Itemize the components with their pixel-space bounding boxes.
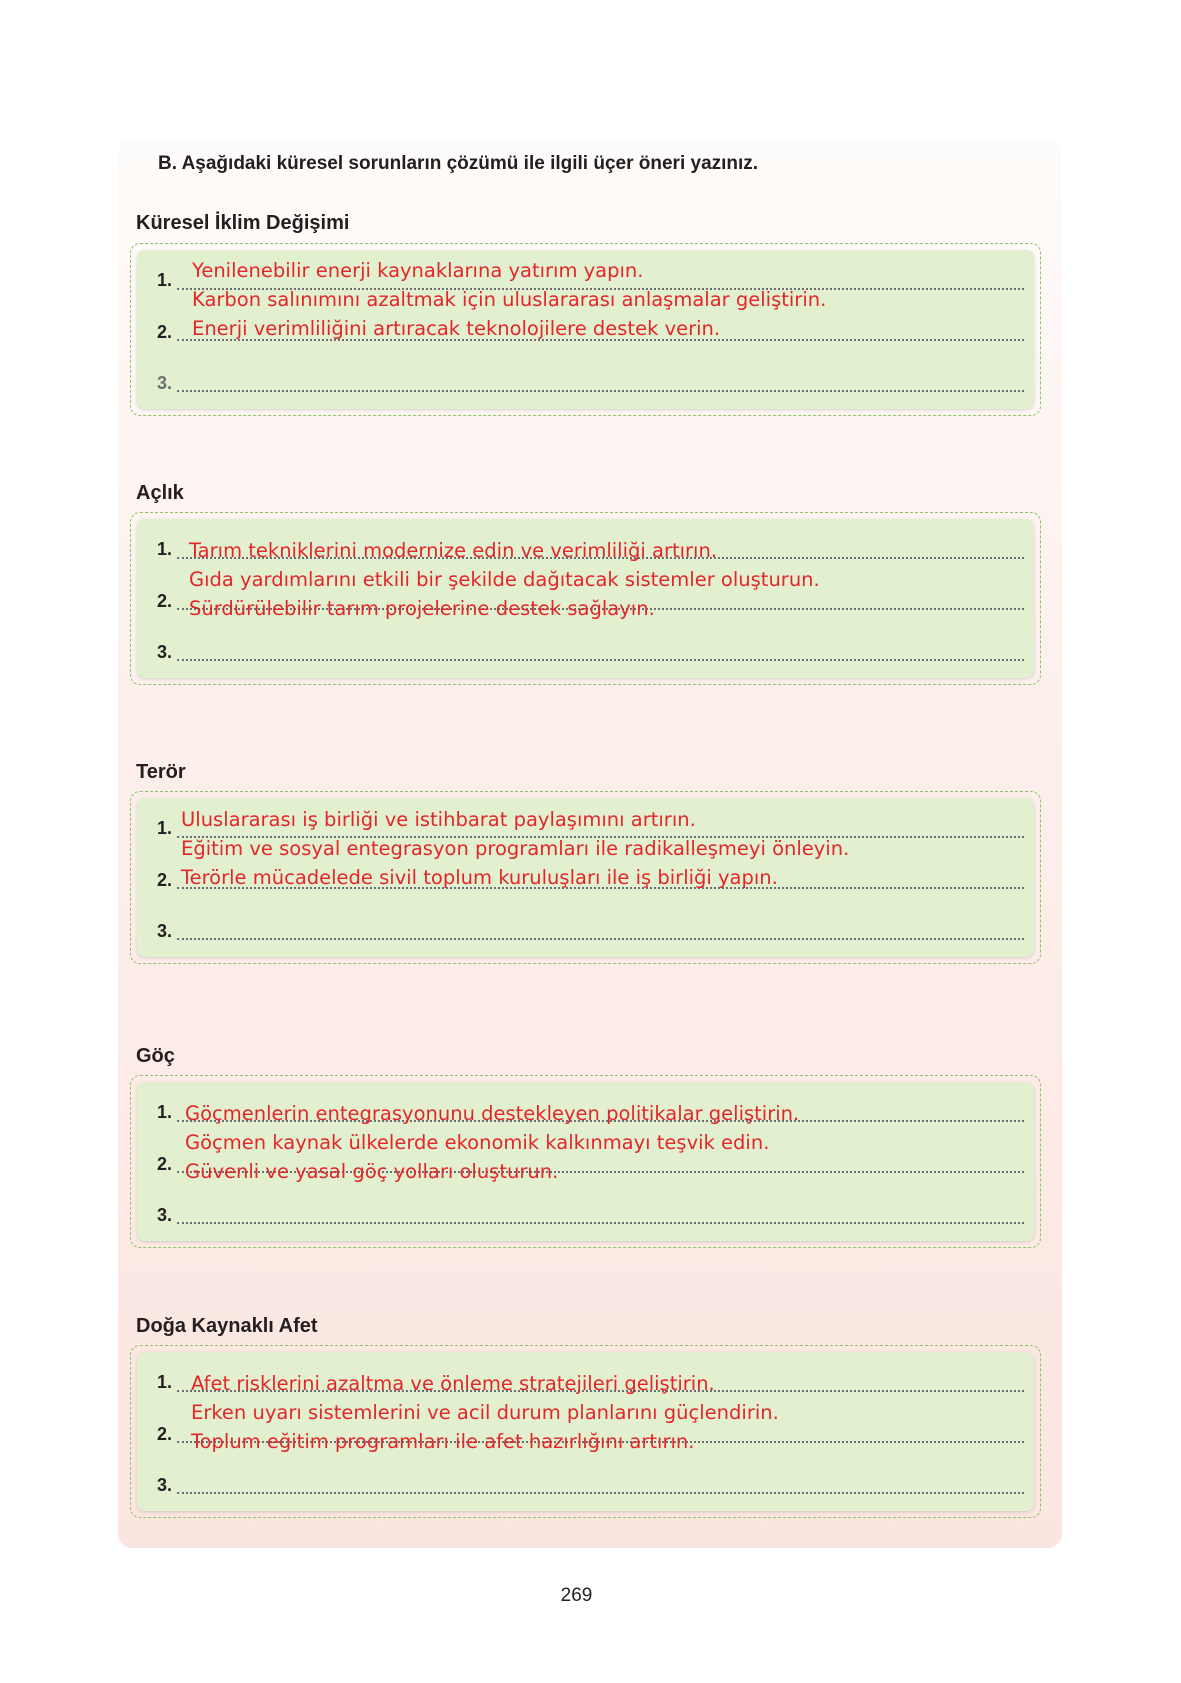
section-title-hunger: Açlık — [136, 482, 184, 504]
line-number: 2. — [157, 591, 173, 611]
answer-line-3[interactable] — [177, 659, 1024, 661]
handwritten-answer: Karbon salınımını azaltmak için uluslararası anlaşmalar geliştirin. — [192, 288, 827, 311]
page-number: 269 — [560, 1585, 593, 1606]
answer-line-3[interactable] — [177, 1222, 1024, 1224]
line-number: 2. — [157, 1424, 173, 1444]
line-number: 1. — [157, 270, 173, 290]
exercise-instruction: B. Aşağıdaki küresel sorunların çözümü ile ilgili üçer öneri yazınız. — [158, 153, 759, 174]
handwritten-answer: Afet risklerini azaltma ve önleme stratejileri geliştirin. — [191, 1372, 715, 1395]
answer-line-3[interactable] — [177, 1492, 1024, 1494]
handwritten-answer: Güvenli ve yasal göç yolları oluşturun. — [185, 1160, 559, 1183]
line-number: 2. — [157, 1154, 173, 1174]
line-number: 2. — [157, 870, 173, 890]
section-title-climate: Küresel İklim Değişimi — [136, 212, 350, 234]
line-number: 3. — [157, 373, 173, 393]
handwritten-answer: Toplum eğitim programları ile afet hazırlığını artırın. — [191, 1430, 695, 1453]
handwritten-answer: Tarım tekniklerini modernize edin ve verimliliği artırın. — [189, 539, 718, 562]
answer-line-3[interactable] — [177, 390, 1024, 392]
handwritten-answer: Eğitim ve sosyal entegrasyon programları ile radikalleşmeyi önleyin. — [181, 837, 850, 860]
line-number: 3. — [157, 1475, 173, 1495]
handwritten-answer: Yenilenebilir enerji kaynaklarına yatırım yapın. — [192, 259, 644, 282]
section-title-natural-disaster: Doğa Kaynaklı Afet — [136, 1315, 318, 1337]
section-title-migration: Göç — [136, 1045, 175, 1067]
line-number: 3. — [157, 642, 173, 662]
handwritten-answer: Terörle mücadelede sivil toplum kuruluşları ile iş birliği yapın. — [181, 866, 778, 889]
answer-line-3[interactable] — [177, 938, 1024, 940]
handwritten-answer: Gıda yardımlarını etkili bir şekilde dağıtacak sistemler oluşturun. — [189, 568, 820, 591]
handwritten-answer: Uluslararası iş birliği ve istihbarat paylaşımını artırın. — [181, 808, 696, 831]
line-number: 3. — [157, 921, 173, 941]
section-title-terror: Terör — [136, 761, 186, 783]
line-number: 1. — [157, 1372, 173, 1392]
handwritten-answer: Sürdürülebilir tarım projelerine destek sağlayın. — [189, 597, 655, 620]
line-number: 2. — [157, 322, 173, 342]
line-number: 1. — [157, 818, 173, 838]
line-number: 3. — [157, 1205, 173, 1225]
line-number: 1. — [157, 539, 173, 559]
line-number: 1. — [157, 1102, 173, 1122]
handwritten-answer: Enerji verimliliğini artıracak teknolojilere destek verin. — [192, 317, 721, 340]
handwritten-answer: Göçmenlerin entegrasyonunu destekleyen politikalar geliştirin. — [185, 1102, 800, 1125]
handwritten-answer: Erken uyarı sistemlerini ve acil durum planlarını güçlendirin. — [191, 1401, 779, 1424]
handwritten-answer: Göçmen kaynak ülkelerde ekonomik kalkınmayı teşvik edin. — [185, 1131, 770, 1154]
